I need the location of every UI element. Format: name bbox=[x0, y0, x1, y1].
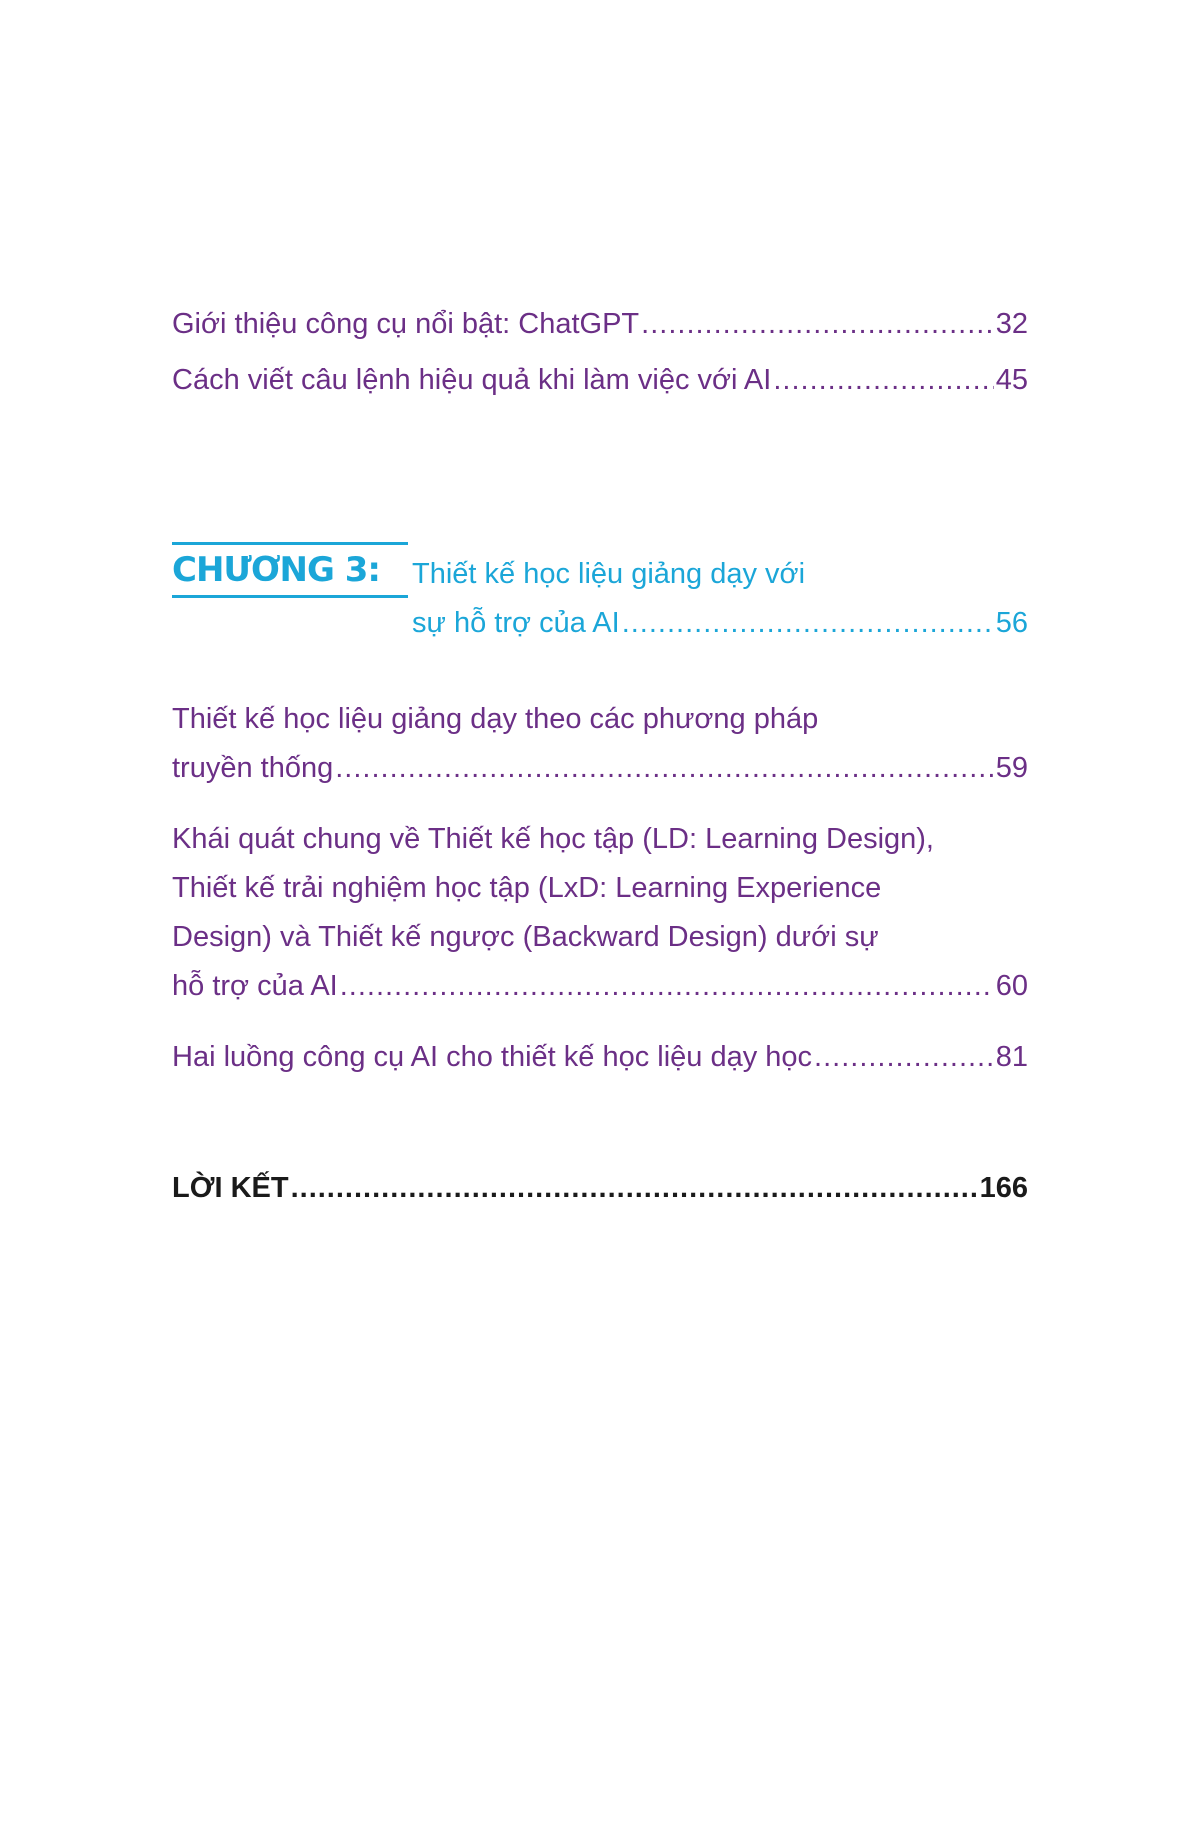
closing-page: 166 bbox=[979, 1172, 1028, 1204]
toc-entry[interactable] bbox=[172, 695, 1028, 793]
leader-dots bbox=[340, 962, 994, 1011]
toc-entry-title: hỗ trợ của AI bbox=[172, 970, 338, 1002]
toc-entry-title: Thiết kế trải nghiệm học tập (LxD: Learning Experience bbox=[172, 872, 882, 904]
toc-entry-page: 60 bbox=[995, 970, 1028, 1002]
toc-entry[interactable] bbox=[172, 300, 1028, 349]
chapter-page: 56 bbox=[995, 607, 1028, 639]
toc-entry-title: Giới thiệu công cụ nổi bật: ChatGPT bbox=[172, 308, 640, 340]
chapter-title-line: Thiết kế học liệu giảng dạy với bbox=[412, 558, 806, 590]
leader-dots bbox=[622, 599, 994, 648]
toc-entry-title: truyền thống bbox=[172, 752, 334, 784]
toc-entry-title: Hai luồng công cụ AI cho thiết kế học liệu dạy học bbox=[172, 1041, 813, 1073]
chapter-title-last-line bbox=[412, 599, 1028, 648]
toc-entry-title: Khái quát chung về Thiết kế học tập (LD: Learning Design), bbox=[172, 823, 934, 855]
leader-dots bbox=[773, 356, 993, 405]
toc-entry-page: 81 bbox=[995, 1041, 1028, 1073]
toc-entry[interactable] bbox=[172, 1033, 1028, 1082]
toc-entry[interactable] bbox=[172, 356, 1028, 405]
toc-entry-page: 32 bbox=[995, 308, 1028, 340]
toc-entry-title: Thiết kế học liệu giảng dạy theo các phương pháp bbox=[172, 703, 819, 735]
chapter-title-line: sự hỗ trợ của AI bbox=[412, 607, 620, 639]
toc-entry-title: Design) và Thiết kế ngược (Backward Design) dưới sự bbox=[172, 921, 879, 953]
closing-entry[interactable] bbox=[172, 1164, 1028, 1213]
leader-dots bbox=[814, 1033, 994, 1082]
toc-entry-title: Cách viết câu lệnh hiệu quả khi làm việc với AI bbox=[172, 364, 772, 396]
leader-dots bbox=[291, 1164, 978, 1213]
closing-title: LỜI KẾT bbox=[172, 1172, 289, 1204]
toc-entry-page: 45 bbox=[995, 364, 1028, 396]
chapter-label: CHƯƠNG 3: bbox=[172, 542, 408, 598]
toc-entry[interactable] bbox=[172, 815, 1028, 1011]
leader-dots bbox=[641, 300, 994, 349]
toc-entry-page: 59 bbox=[995, 752, 1028, 784]
leader-dots bbox=[335, 744, 994, 793]
chapter-title bbox=[412, 550, 1028, 648]
